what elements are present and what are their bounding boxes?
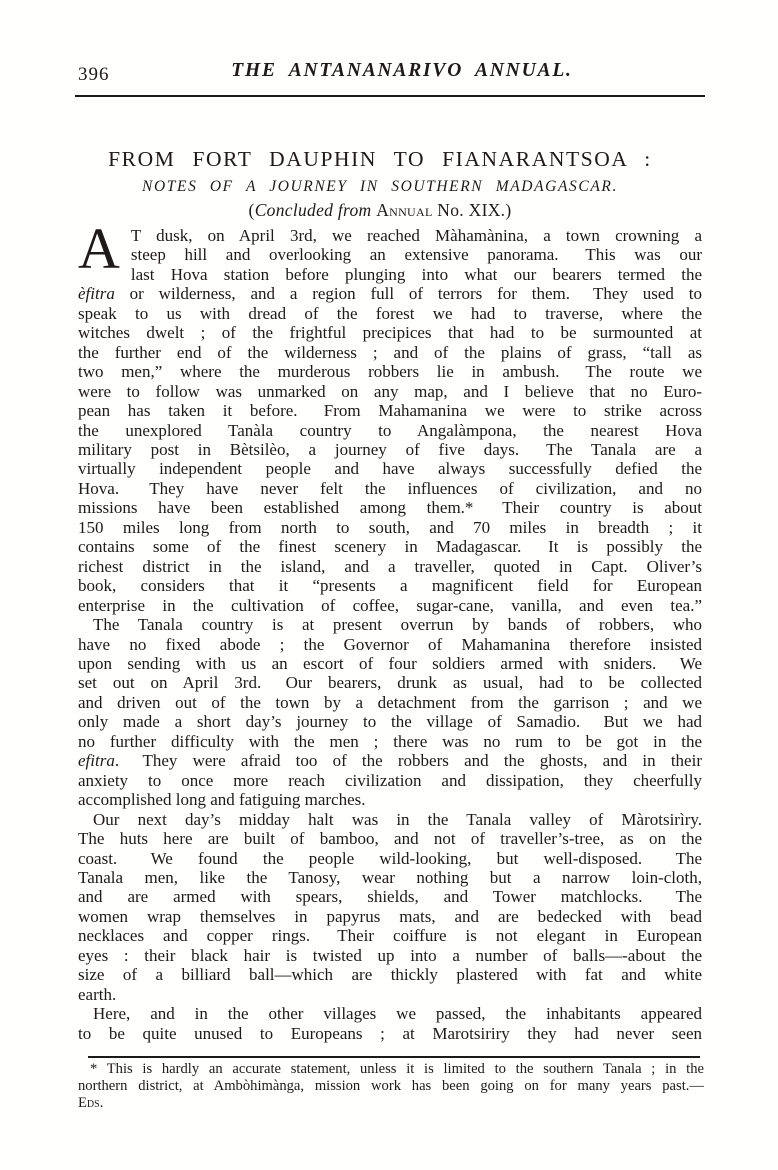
text-line: have no fixed abode ; the Governor of Mahamanina therefore insisted (78, 634, 702, 654)
text-line: steep hill and overlooking an extensive panorama. This was our (130, 245, 702, 265)
text-line: T dusk, on April 3rd, we reached Màhamànina, a town crowning a (130, 226, 702, 245)
footnote (78, 1061, 704, 1112)
footnote-rule (88, 1056, 700, 1058)
text-line: and are armed with spears, shields, and Tower matchlocks. The (78, 887, 702, 907)
text-line: necklaces and copper rings. Their coiffure is not elegant in European (78, 926, 702, 946)
footnote-line: northern district, at Ambòhimànga, mission work has been going on for many years past.— (78, 1078, 704, 1094)
journal-title: THE ANTANANARIVO ANNUAL. (231, 60, 573, 81)
text-line: Our next day’s midday halt was in the Tanala valley of Màrotsirìry. (93, 809, 702, 829)
paragraph (78, 810, 702, 1005)
drop-cap: A (78, 216, 120, 281)
article-title: FROM FORT DAUPHIN TO FIANARANTSOA : (108, 147, 652, 171)
text-line: no further difficulty with the men ; there was no rum to be got in the (78, 731, 702, 751)
page-number: 396 (78, 64, 110, 85)
footnote-line: Eds. (78, 1095, 104, 1111)
running-head (78, 60, 702, 90)
text-line: anxiety to once more reach civilization and dissipation, they cheerfully (78, 770, 702, 790)
text-line: upon sending with us an escort of four soldiers armed with sniders. We (78, 653, 702, 673)
text-line: only made a short day’s journey to the village of Samadio. But we had (78, 712, 702, 732)
continuation-note: (Concluded from Annual No. XIX.) (248, 200, 512, 220)
text-line: pean has taken it before. From Mahamanina we were to strike across (78, 401, 702, 421)
text-line: Hova. They have never felt the influences of civilization, and no (78, 478, 702, 498)
text-line: virtually independent people and have always successfully defied the (78, 459, 702, 479)
text-line: were to follow was unmarked on any map, and I believe that no Euro- (78, 381, 702, 401)
text-line: book, considers that it “presents a magnificent field for European (78, 576, 702, 596)
text-line: èfitra or wilderness, and a region full of terrors for them. They used to (78, 284, 702, 304)
paragraph (78, 1004, 702, 1043)
article-title-block (50, 147, 710, 221)
text-line: accomplished long and fatiguing marches. (78, 790, 366, 810)
text-line: missions have been established among them.* Their country is about (78, 498, 702, 518)
text-line: enterprise in the cultivation of coffee, sugar-cane, vanilla, and even tea.” (78, 595, 702, 615)
text-line: set out on April 3rd. Our bearers, drunk as usual, had to be collected (78, 673, 702, 693)
text-line: The Tanala country is at present overrun by bands of robbers, who (93, 615, 702, 635)
text-line: coast. We found the people wild-looking, but well-disposed. The (78, 848, 702, 868)
text-line: eyes : their black hair is twisted up into a number of balls—-about the (78, 945, 702, 965)
text-line: Here, and in the other villages we passed, the inhabitants appeared (93, 1004, 702, 1024)
text-line: and driven out of the town by a detachment from the garrison ; and we (78, 692, 702, 712)
text-line: size of a billiard ball—which are thickly plastered with fat and white (78, 965, 702, 985)
article-body (78, 216, 702, 1043)
text-line: two men,” where the murderous robbers lie in ambush. The route we (78, 362, 702, 382)
text-line: contains some of the finest scenery in Madagascar. It is possibly the (78, 537, 702, 557)
text-line: speak to us with dread of the forest we had to traverse, where the (78, 303, 702, 323)
text-line: richest district in the island, and a traveller, quoted in Capt. Oliver’s (78, 556, 702, 576)
text-line: 150 miles long from north to south, and 70 miles in breadth ; it (78, 517, 702, 537)
text-line: The huts here are built of bamboo, and not of traveller’s-tree, as on the (78, 829, 702, 849)
text-line: the further end of the wilderness ; and of the plains of grass, “tall as (78, 342, 702, 362)
footnote-line: * This is hardly an accurate statement, unless it is limited to the southern Tanala ; in the (90, 1061, 704, 1077)
header-rule (75, 95, 705, 97)
text-line: women wrap themselves in papyrus mats, and are bedecked with bead (78, 906, 702, 926)
text-line: Tanala men, like the Tanosy, wear nothing but a narrow loin-cloth, (78, 867, 702, 887)
article-subtitle: NOTES OF A JOURNEY IN SOUTHERN MADAGASCAR. (142, 178, 618, 195)
paragraph (78, 615, 702, 810)
text-line: military post in Bètsilèo, a journey of five days. The Tanala are a (78, 439, 702, 459)
text-line: last Hova station before plunging into what our bearers termed the (130, 264, 702, 284)
text-line: earth. (78, 984, 117, 1004)
text-line: to be quite unused to Europeans ; at Marotsiriry they had never seen (78, 1023, 702, 1043)
text-line: the unexplored Tanàla country to Angalàmpona, the nearest Hova (78, 420, 702, 440)
text-line: witches dwelt ; of the frightful precipices that had to be surmounted at (78, 323, 702, 343)
text-line: efitra. They were afraid too of the robbers and the ghosts, and in their (78, 751, 702, 771)
paragraph (78, 216, 702, 615)
